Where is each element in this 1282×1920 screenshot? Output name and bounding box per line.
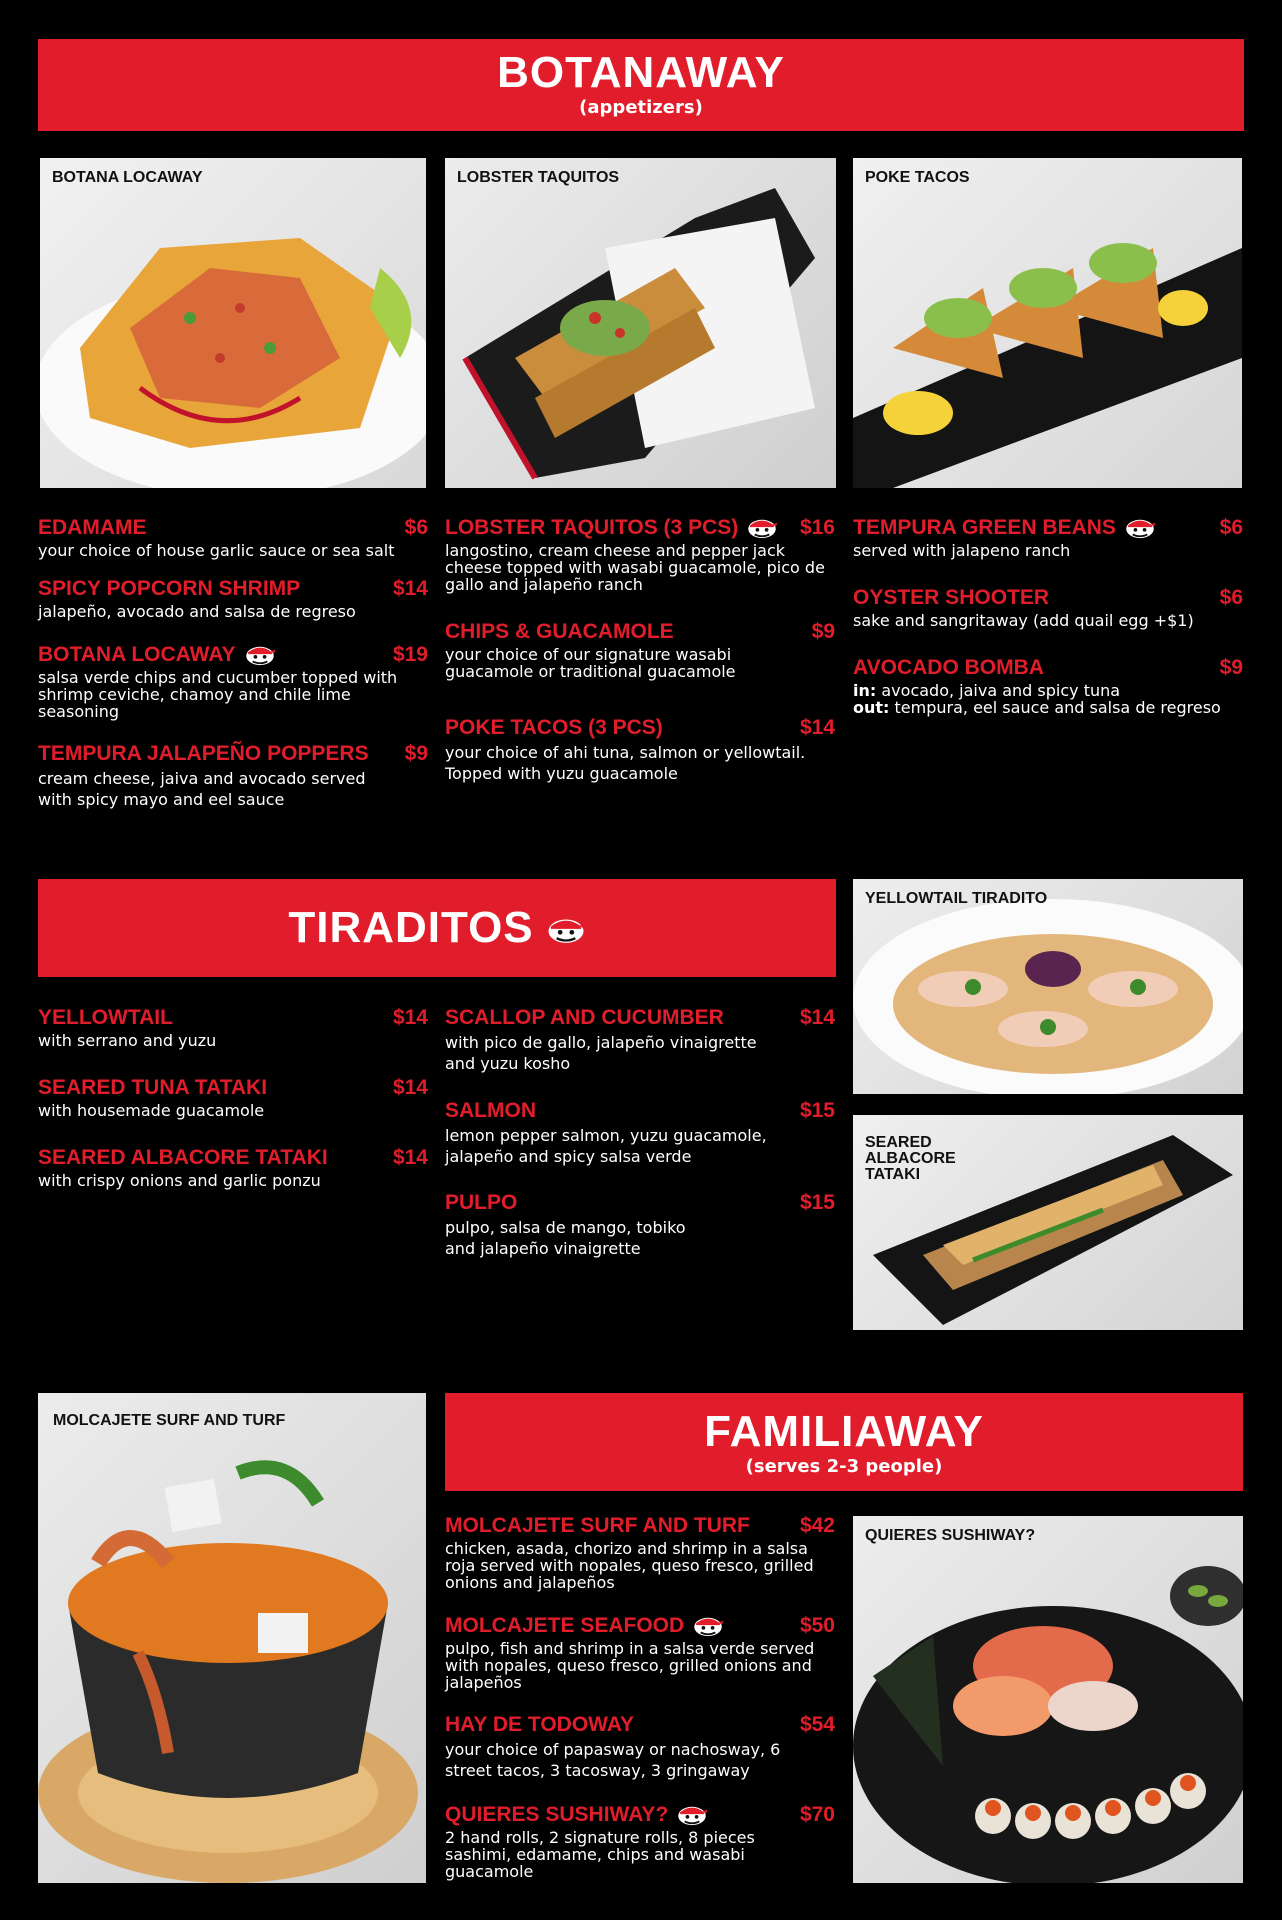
item-price: $14 <box>799 1006 835 1029</box>
menu-item-botana-locaway <box>38 643 428 720</box>
item-price: $14 <box>392 1076 428 1099</box>
photo-label: LOBSTER TAQUITOS <box>457 169 620 186</box>
molcajete-image <box>38 1393 426 1883</box>
menu-item-salmon <box>445 1099 835 1167</box>
item-price: $15 <box>799 1099 835 1122</box>
item-description: salsa verde chips and cucumber topped with shrimp ceviche, chamoy and chile lime seasoning <box>38 668 398 721</box>
item-price: $15 <box>799 1191 835 1214</box>
item-name: PULPO <box>445 1191 518 1214</box>
item-description: langostino, cream cheese and pepper jack cheese topped with wasabi guacamole, pico de gallo and jalapeño ranch <box>445 541 825 594</box>
sushi-chef-icon <box>244 644 276 666</box>
item-name: SPICY POPCORN SHRIMP <box>38 577 301 600</box>
item-description: your choice of house garlic sauce or sea salt <box>38 541 395 560</box>
item-description: sake and sangritaway (add quail egg +$1) <box>853 611 1194 630</box>
photo-label: MOLCAJETE SURF AND TURF <box>53 1412 286 1429</box>
item-price: $6 <box>404 516 428 539</box>
item-name: TEMPURA GREEN BEANS <box>853 516 1116 539</box>
sushi-chef-icon <box>692 1615 724 1637</box>
menu-item-poke-tacos <box>445 716 835 784</box>
photo-label: YELLOWTAIL TIRADITO <box>865 890 1048 907</box>
menu-item-oyster-shooter <box>853 586 1243 629</box>
item-name: EDAMAME <box>38 516 147 539</box>
item-description: with pico de gallo, jalapeño vinaigrette and yuzu kosho <box>445 1033 757 1073</box>
familiaway-banner <box>445 1393 1243 1491</box>
sushi-chef-icon <box>1124 517 1156 539</box>
item-name: SALMON <box>445 1099 536 1122</box>
item-price: $42 <box>799 1514 835 1537</box>
menu-item-hay-de-todoway <box>445 1713 835 1781</box>
item-description: cream cheese, jaiva and avocado served with spicy mayo and eel sauce <box>38 769 366 809</box>
menu-item-tempura-green-beans <box>853 516 1243 559</box>
item-name: HAY DE TODOWAY <box>445 1713 635 1736</box>
item-price: $14 <box>392 1006 428 1029</box>
item-description: with housemade guacamole <box>38 1101 265 1120</box>
in-label: in: <box>853 681 877 700</box>
item-name: LOBSTER TAQUITOS (3 PCS) <box>445 516 739 539</box>
item-name: SCALLOP AND CUCUMBER <box>445 1006 724 1029</box>
menu-item-tempura-jalapeno-poppers <box>38 742 428 810</box>
item-description: 2 hand rolls, 2 signature rolls, 8 pieces sashimi, edamame, chips and wasabi guacamole <box>445 1828 755 1881</box>
item-description: with serrano and yuzu <box>38 1031 217 1050</box>
menu-item-chips-guacamole <box>445 620 835 680</box>
item-name: POKE TACOS (3 PCS) <box>445 716 663 739</box>
lobster-taquitos-image <box>445 158 836 488</box>
menu-item-scallop-and-cucumber <box>445 1006 835 1074</box>
item-price: $70 <box>799 1803 835 1826</box>
familiaway-subtitle: (serves 2-3 people) <box>745 1456 943 1477</box>
menu-item-lobster-taquitos <box>445 516 835 593</box>
photo-label: QUIERES SUSHIWAY? <box>865 1527 1036 1544</box>
sushiway-image <box>853 1516 1243 1883</box>
item-price: $14 <box>799 716 835 739</box>
yellowtail-tiradito-image <box>853 879 1243 1094</box>
photo-lobster-taquitos <box>445 158 836 488</box>
item-name: SEARED TUNA TATAKI <box>38 1076 268 1099</box>
item-description: your choice of papasway or nachosway, 6 street tacos, 3 tacosway, 3 gringaway <box>445 1740 781 1780</box>
item-description <box>853 682 1243 716</box>
item-price: $54 <box>799 1713 835 1736</box>
photo-molcajete-surf-and-turf <box>38 1393 426 1883</box>
photo-label: SEARED ALBACORE TATAKI <box>865 1134 956 1183</box>
item-description: lemon pepper salmon, yuzu guacamole, jalapeño and spicy salsa verde <box>445 1126 767 1166</box>
item-price: $19 <box>392 643 428 666</box>
photo-seared-albacore-tataki <box>853 1115 1243 1330</box>
menu-item-pulpo <box>445 1191 835 1259</box>
tiraditos-banner <box>38 879 836 977</box>
botanaway-title: BOTANAWAY <box>497 48 785 97</box>
item-description: pulpo, fish and shrimp in a salsa verde served with nopales, queso fresco, grilled onions and jalapeños <box>445 1639 815 1692</box>
item-price: $50 <box>799 1614 835 1637</box>
menu-item-molcajete-surf-and-turf <box>445 1514 835 1591</box>
item-name: MOLCAJETE SEAFOOD <box>445 1614 685 1637</box>
menu-item-molcajete-seafood <box>445 1614 835 1691</box>
item-description: your choice of our signature wasabi guacamole or traditional guacamole <box>445 645 736 681</box>
menu-item-seared-albacore-tataki <box>38 1146 428 1189</box>
item-name: MOLCAJETE SURF AND TURF <box>445 1514 750 1537</box>
item-description: pulpo, salsa de mango, tobiko and jalapeño vinaigrette <box>445 1218 686 1258</box>
item-price: $14 <box>392 577 428 600</box>
sushi-chef-icon <box>546 916 586 944</box>
menu-item-seared-tuna-tataki <box>38 1076 428 1119</box>
sushi-chef-icon <box>676 1804 708 1826</box>
botana-locaway-image <box>40 158 426 488</box>
item-name: OYSTER SHOOTER <box>853 586 1050 609</box>
photo-botana-locaway <box>40 158 426 488</box>
item-description: jalapeño, avocado and salsa de regreso <box>38 602 356 621</box>
out-text: tempura, eel sauce and salsa de regreso <box>894 698 1221 717</box>
menu-item-spicy-popcorn-shrimp <box>38 577 428 620</box>
item-name: QUIERES SUSHIWAY? <box>445 1803 669 1826</box>
item-price: $6 <box>1219 586 1243 609</box>
tiraditos-title: TIRADITOS <box>288 903 534 952</box>
botanaway-subtitle: (appetizers) <box>579 97 703 118</box>
item-description: with crispy onions and garlic ponzu <box>38 1171 321 1190</box>
item-name: YELLOWTAIL <box>38 1006 173 1029</box>
item-name: BOTANA LOCAWAY <box>38 643 236 666</box>
in-text: avocado, jaiva and spicy tuna <box>881 681 1121 700</box>
item-price: $9 <box>811 620 835 643</box>
item-name: TEMPURA JALAPEÑO POPPERS <box>38 742 369 765</box>
item-price: $16 <box>799 516 835 539</box>
photo-poke-tacos <box>853 158 1242 488</box>
menu-item-yellowtail <box>38 1006 428 1049</box>
photo-yellowtail-tiradito <box>853 879 1243 1094</box>
item-price: $6 <box>1219 516 1243 539</box>
photo-label: BOTANA LOCAWAY <box>52 169 203 186</box>
sushi-chef-icon <box>746 517 778 539</box>
menu-item-avocado-bomba <box>853 656 1243 716</box>
out-label: out: <box>853 698 890 717</box>
item-name: SEARED ALBACORE TATAKI <box>38 1146 328 1169</box>
item-description: served with jalapeno ranch <box>853 541 1071 560</box>
menu-item-edamame <box>38 516 428 559</box>
poke-tacos-image <box>853 158 1242 488</box>
photo-label: POKE TACOS <box>865 169 970 186</box>
photo-quieres-sushiway <box>853 1516 1243 1883</box>
item-price: $9 <box>1219 656 1243 679</box>
item-name: CHIPS & GUACAMOLE <box>445 620 674 643</box>
menu-item-quieres-sushiway <box>445 1803 835 1880</box>
item-description: chicken, asada, chorizo and shrimp in a salsa roja served with nopales, queso fresco, grilled onions and jalapeños <box>445 1539 814 1592</box>
item-name: AVOCADO BOMBA <box>853 656 1044 679</box>
item-description: your choice of ahi tuna, salmon or yellowtail. Topped with yuzu guacamole <box>445 743 806 783</box>
item-price: $9 <box>404 742 428 765</box>
botanaway-banner <box>38 39 1244 131</box>
familiaway-title: FAMILIAWAY <box>704 1407 984 1456</box>
item-price: $14 <box>392 1146 428 1169</box>
